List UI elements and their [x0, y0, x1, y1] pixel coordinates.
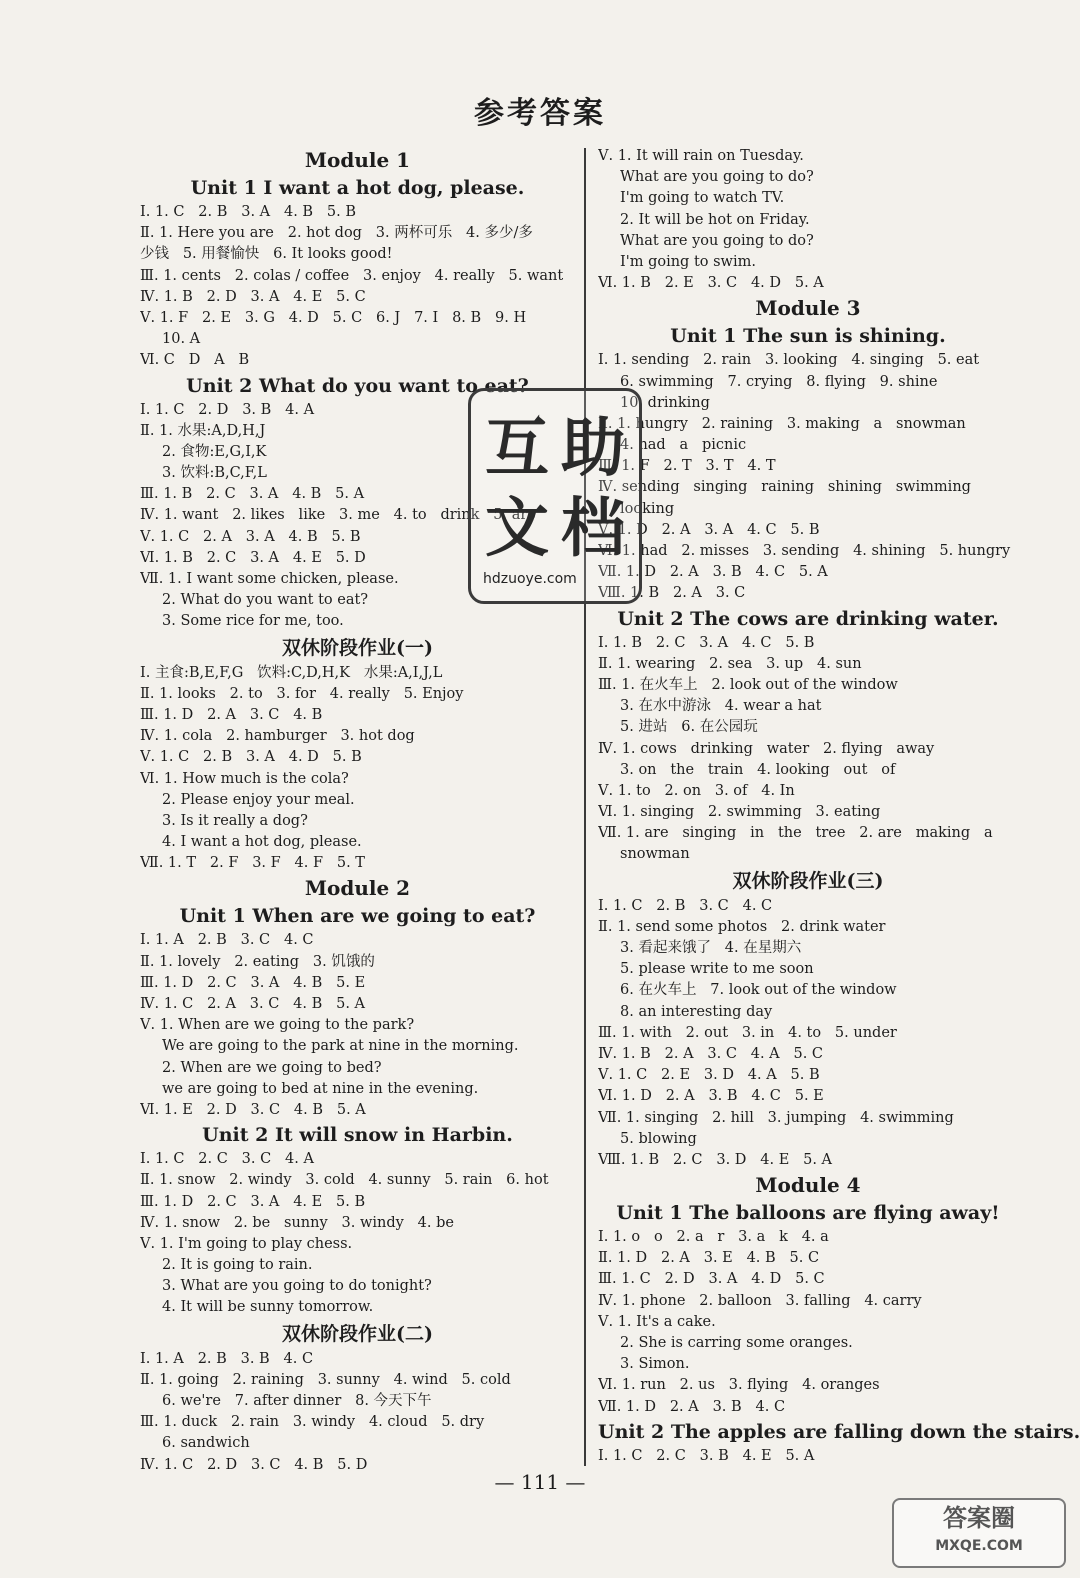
answer-line: Ⅳ. 1. B 2. D 3. A 4. E 5. C — [140, 288, 366, 305]
answer-line: 6. sandwich — [162, 1435, 250, 1452]
answer-line: Ⅳ. 1. C 2. A 3. C 4. B 5. A — [140, 996, 366, 1012]
right-column — [598, 146, 1080, 1467]
answer-line: I'm going to swim. — [620, 253, 756, 270]
homework-heading: 双休阶段作业(二) — [282, 1322, 433, 1345]
answer-line: 3. 在水中游泳 4. wear a hat — [620, 698, 822, 715]
answer-line: Ⅴ. 1. C 2. E 3. D 4. A 5. B — [598, 1067, 820, 1084]
logo-stamp — [468, 388, 642, 604]
answer-line: we are going to bed at nine in the evening. — [162, 1080, 479, 1097]
watermark-title: 答案圈 — [943, 1504, 1015, 1532]
unit-heading: Unit 1 The sun is shining. — [670, 325, 946, 348]
module-heading: Module 3 — [755, 296, 861, 321]
answer-line: 3. Is it really a dog? — [162, 812, 308, 829]
answer-line: 2. What do you want to eat? — [162, 592, 369, 609]
watermark-url: MXQE.COM — [935, 1538, 1023, 1554]
answer-line: Ⅵ. 1. E 2. D 3. C 4. B 5. A — [140, 1101, 366, 1118]
stamp-url: hdzuoye.com — [483, 571, 577, 587]
answer-line: Ⅱ. 1. Here you are 2. hot dog 3. 两杯可乐 4. 多少/多 — [140, 225, 533, 242]
answer-line: 10. drinking — [620, 394, 710, 411]
answer-line: I'm going to watch TV. — [620, 190, 785, 207]
answer-line: 少钱 5. 用餐愉快 6. It looks good! — [140, 246, 393, 263]
unit-heading: Unit 1 I want a hot dog, please. — [190, 177, 525, 199]
answer-line: Ⅳ. 1. want 2. likes like 3. me 4. to drink 5. are — [140, 507, 536, 524]
answer-line: Ⅰ. 1. C 2. B 3. A 4. B 5. B — [140, 204, 357, 220]
answer-line: Ⅶ. 1. singing 2. hill 3. jumping 4. swimming — [598, 1109, 954, 1126]
answer-line: Ⅱ. 1. 水果:A,D,H,J — [140, 422, 266, 439]
answer-line: 5. 进站 6. 在公园玩 — [620, 719, 758, 736]
answer-line: Ⅰ. 1. B 2. C 3. A 4. C 5. B — [598, 634, 815, 651]
answer-line: Ⅲ. 1. duck 2. rain 3. windy 4. cloud 5. dry — [140, 1414, 485, 1431]
answer-line: Ⅱ. 1. snow 2. windy 3. cold 4. sunny 5. rain 6. hot — [140, 1172, 549, 1189]
answer-line: Ⅲ. 1. 在火车上 2. look out of the window — [598, 676, 898, 693]
answer-line: Ⅴ. 1. When are we going to the park? — [140, 1017, 415, 1034]
answer-line: Ⅴ. 1. C 2. B 3. A 4. D 5. B — [140, 749, 362, 766]
answer-line: Ⅶ. 1. I want some chicken, please. — [140, 571, 399, 587]
answer-line: 8. an interesting day — [620, 1003, 773, 1020]
answer-line: Ⅱ. 1. lovely 2. eating 3. 饥饿的 — [140, 953, 375, 970]
answer-line: 2. It is going to rain. — [162, 1257, 313, 1274]
answer-line: We are going to the park at nine in the morning. — [162, 1038, 519, 1055]
answer-line: 6. swimming 7. crying 8. flying 9. shine — [620, 373, 938, 390]
answer-line: 3. on the train 4. looking out of — [620, 761, 896, 778]
answer-line: Ⅴ. 1. F 2. E 3. G 4. D 5. C 6. J 7. I 8. B 9. H — [140, 309, 527, 326]
answer-line: Ⅳ. 1. phone 2. balloon 3. falling 4. carry — [598, 1292, 922, 1309]
answer-line: What are you going to do? — [620, 169, 814, 186]
page-number: — 111 — — [494, 1470, 586, 1494]
answer-line: Ⅵ. 1. B 2. C 3. A 4. E 5. D — [140, 549, 366, 566]
unit-heading: Unit 2 What do you want to eat? — [186, 374, 529, 397]
answer-line: 6. 在火车上 7. look out of the window — [620, 982, 897, 999]
answer-line: 4. It will be sunny tomorrow. — [162, 1299, 374, 1316]
answer-line: Ⅱ. 1. looks 2. to 3. for 4. really 5. Enjoy — [140, 685, 464, 702]
answer-line: Ⅲ. 1. F 2. T 3. T 4. T — [598, 458, 776, 475]
answer-line: Ⅱ. 1. send some photos 2. drink water — [598, 918, 886, 935]
stamp-char-2: 助 — [561, 412, 625, 486]
answer-line: Ⅲ. 1. D 2. C 3. A 4. E 5. B — [140, 1193, 366, 1210]
stamp-char-3: 文 — [485, 492, 549, 566]
answer-line: 3. Some rice for me, too. — [162, 613, 344, 630]
answer-line: Ⅰ. 1. A 2. B 3. B 4. C — [140, 1350, 314, 1367]
answer-line: Ⅷ. 1. B 2. C 3. D 4. E 5. A — [598, 1151, 833, 1168]
answer-line: Ⅴ. 1. to 2. on 3. of 4. In — [598, 782, 795, 799]
page-title: 参考答案 — [474, 96, 606, 131]
answer-line: 5. blowing — [620, 1130, 697, 1147]
answer-line: 3. 饮料:B,C,F,L — [162, 465, 267, 482]
answer-line: 2. It will be hot on Friday. — [620, 211, 810, 228]
answer-line: Ⅱ. 1. D 2. A 3. E 4. B 5. C — [598, 1250, 820, 1267]
unit-heading: Unit 2 It will snow in Harbin. — [202, 1124, 513, 1147]
homework-heading: 双休阶段作业(三) — [732, 869, 884, 892]
answer-line: What are you going to do? — [620, 232, 814, 249]
unit-heading: Unit 1 When are we going to eat? — [179, 905, 536, 928]
answer-line: Ⅰ. 1. sending 2. rain 3. looking 4. singing 5. eat — [598, 352, 980, 369]
left-column — [140, 146, 575, 1476]
answer-line: Ⅵ. 1. run 2. us 3. flying 4. oranges — [598, 1377, 880, 1394]
answer-line: Ⅷ. 1. B 2. A 3. C — [598, 585, 746, 602]
answer-line: Ⅳ. 1. cows drinking water 2. flying away — [598, 740, 935, 757]
answer-line: 10. A — [162, 331, 201, 348]
answer-line: 2. 食物:E,G,I,K — [162, 443, 267, 460]
answer-line: Ⅰ. 1. C 2. C 3. C 4. A — [140, 1151, 314, 1168]
answer-line: Ⅶ. 1. are singing in the tree 2. are making a — [598, 825, 993, 842]
stamp-char-4: 档 — [561, 492, 625, 566]
watermark-logo — [892, 1498, 1066, 1568]
answer-line: 4. had a picnic — [620, 437, 747, 454]
answer-line: 3. Simon. — [620, 1356, 690, 1373]
answer-line: Ⅶ. 1. D 2. A 3. B 4. C — [598, 1398, 786, 1415]
answer-line: Ⅰ. 1. C 2. D 3. B 4. A — [140, 401, 315, 418]
unit-heading: Unit 2 The apples are falling down the stairs. — [598, 1420, 1080, 1443]
unit-heading: Unit 1 The balloons are flying away! — [616, 1202, 1000, 1225]
answer-line: Ⅱ. 1. wearing 2. sea 3. up 4. sun — [598, 655, 862, 672]
answer-line: Ⅱ. 1. going 2. raining 3. sunny 4. wind 5. cold — [140, 1371, 511, 1388]
answer-line: Ⅳ. 1. cola 2. hamburger 3. hot dog — [140, 728, 415, 745]
answer-line: 6. we're 7. after dinner 8. 今天下午 — [162, 1393, 432, 1409]
answer-line: Ⅵ. 1. had 2. misses 3. sending 4. shining 5. hungry — [598, 543, 1011, 559]
answer-line: Ⅲ. 1. with 2. out 3. in 4. to 5. under — [598, 1024, 897, 1041]
stamp-char-1: 互 — [485, 412, 549, 486]
answer-line: Ⅶ. 1. T 2. F 3. F 4. F 5. T — [140, 855, 365, 872]
answer-line: Ⅳ. 1. C 2. D 3. C 4. B 5. D — [140, 1456, 368, 1473]
answer-line: Ⅴ. 1. D 2. A 3. A 4. C 5. B — [598, 521, 820, 538]
answer-line: 3. What are you going to do tonight? — [162, 1278, 432, 1295]
answer-line: Ⅰ. 1. C 2. C 3. B 4. E 5. A — [598, 1447, 815, 1464]
answer-line: Ⅲ. 1. B 2. C 3. A 4. B 5. A — [140, 486, 365, 503]
homework-heading: 双休阶段作业(一) — [282, 636, 433, 659]
answer-line: Ⅵ. 1. How much is the cola? — [140, 770, 349, 787]
answer-line: Ⅰ. 主食:B,E,F,G 饮料:C,D,H,K 水果:A,I,J,L — [140, 664, 443, 681]
answer-line: Ⅰ. 1. C 2. B 3. C 4. C — [598, 897, 773, 914]
answer-line: Ⅰ. 1. A 2. B 3. C 4. C — [140, 932, 314, 949]
module-heading: Module 2 — [304, 876, 411, 901]
answer-line: Ⅵ. 1. D 2. A 3. B 4. C 5. E — [598, 1088, 824, 1105]
module-heading: Module 1 — [304, 148, 411, 172]
answer-line: 2. When are we going to bed? — [162, 1059, 382, 1076]
answer-line: Ⅲ. 1. C 2. D 3. A 4. D 5. C — [598, 1271, 825, 1288]
answer-line: Ⅴ. 1. It will rain on Tuesday. — [598, 148, 804, 164]
answer-line: 5. please write to me soon — [620, 961, 814, 978]
answer-line: Ⅱ. 1. hungry 2. raining 3. making a snowman — [598, 415, 966, 432]
unit-heading: Unit 2 The cows are drinking water. — [617, 607, 999, 630]
answer-line: 2. Please enjoy your meal. — [162, 791, 355, 808]
answer-line: Ⅵ. C D A B — [140, 352, 250, 369]
answer-line: Ⅳ. 1. B 2. A 3. C 4. A 5. C — [598, 1045, 824, 1062]
answer-line: Ⅲ. 1. cents 2. colas / coffee 3. enjoy 4. really 5. want — [140, 267, 564, 284]
column-divider — [584, 148, 586, 1466]
answer-line: Ⅲ. 1. D 2. C 3. A 4. B 5. E — [140, 974, 366, 991]
answer-line: 3. 看起来饿了 4. 在星期六 — [620, 940, 802, 956]
answer-line: Ⅳ. 1. snow 2. be sunny 3. windy 4. be — [140, 1214, 454, 1231]
answer-line: Ⅴ. 1. It's a cake. — [598, 1313, 716, 1330]
answer-line: snowman — [620, 846, 690, 863]
answer-line: Ⅶ. 1. D 2. A 3. B 4. C 5. A — [598, 564, 828, 581]
answer-line: Ⅴ. 1. I'm going to play chess. — [140, 1235, 353, 1252]
answer-line: Ⅴ. 1. C 2. A 3. A 4. B 5. B — [140, 528, 361, 545]
module-heading: Module 4 — [755, 1173, 861, 1198]
answer-line: Ⅲ. 1. D 2. A 3. C 4. B — [140, 706, 323, 723]
answer-line: Ⅳ. sending singing raining shining swimming — [598, 479, 971, 496]
answer-line: looking — [620, 500, 675, 517]
answer-line: 4. I want a hot dog, please. — [162, 834, 362, 851]
answer-line: Ⅰ. 1. o o 2. a r 3. a k 4. a — [598, 1229, 829, 1246]
answer-line: Ⅵ. 1. singing 2. swimming 3. eating — [598, 804, 881, 821]
answer-line: 2. She is carring some oranges. — [620, 1335, 853, 1351]
answer-line: Ⅵ. 1. B 2. E 3. C 4. D 5. A — [598, 275, 824, 292]
